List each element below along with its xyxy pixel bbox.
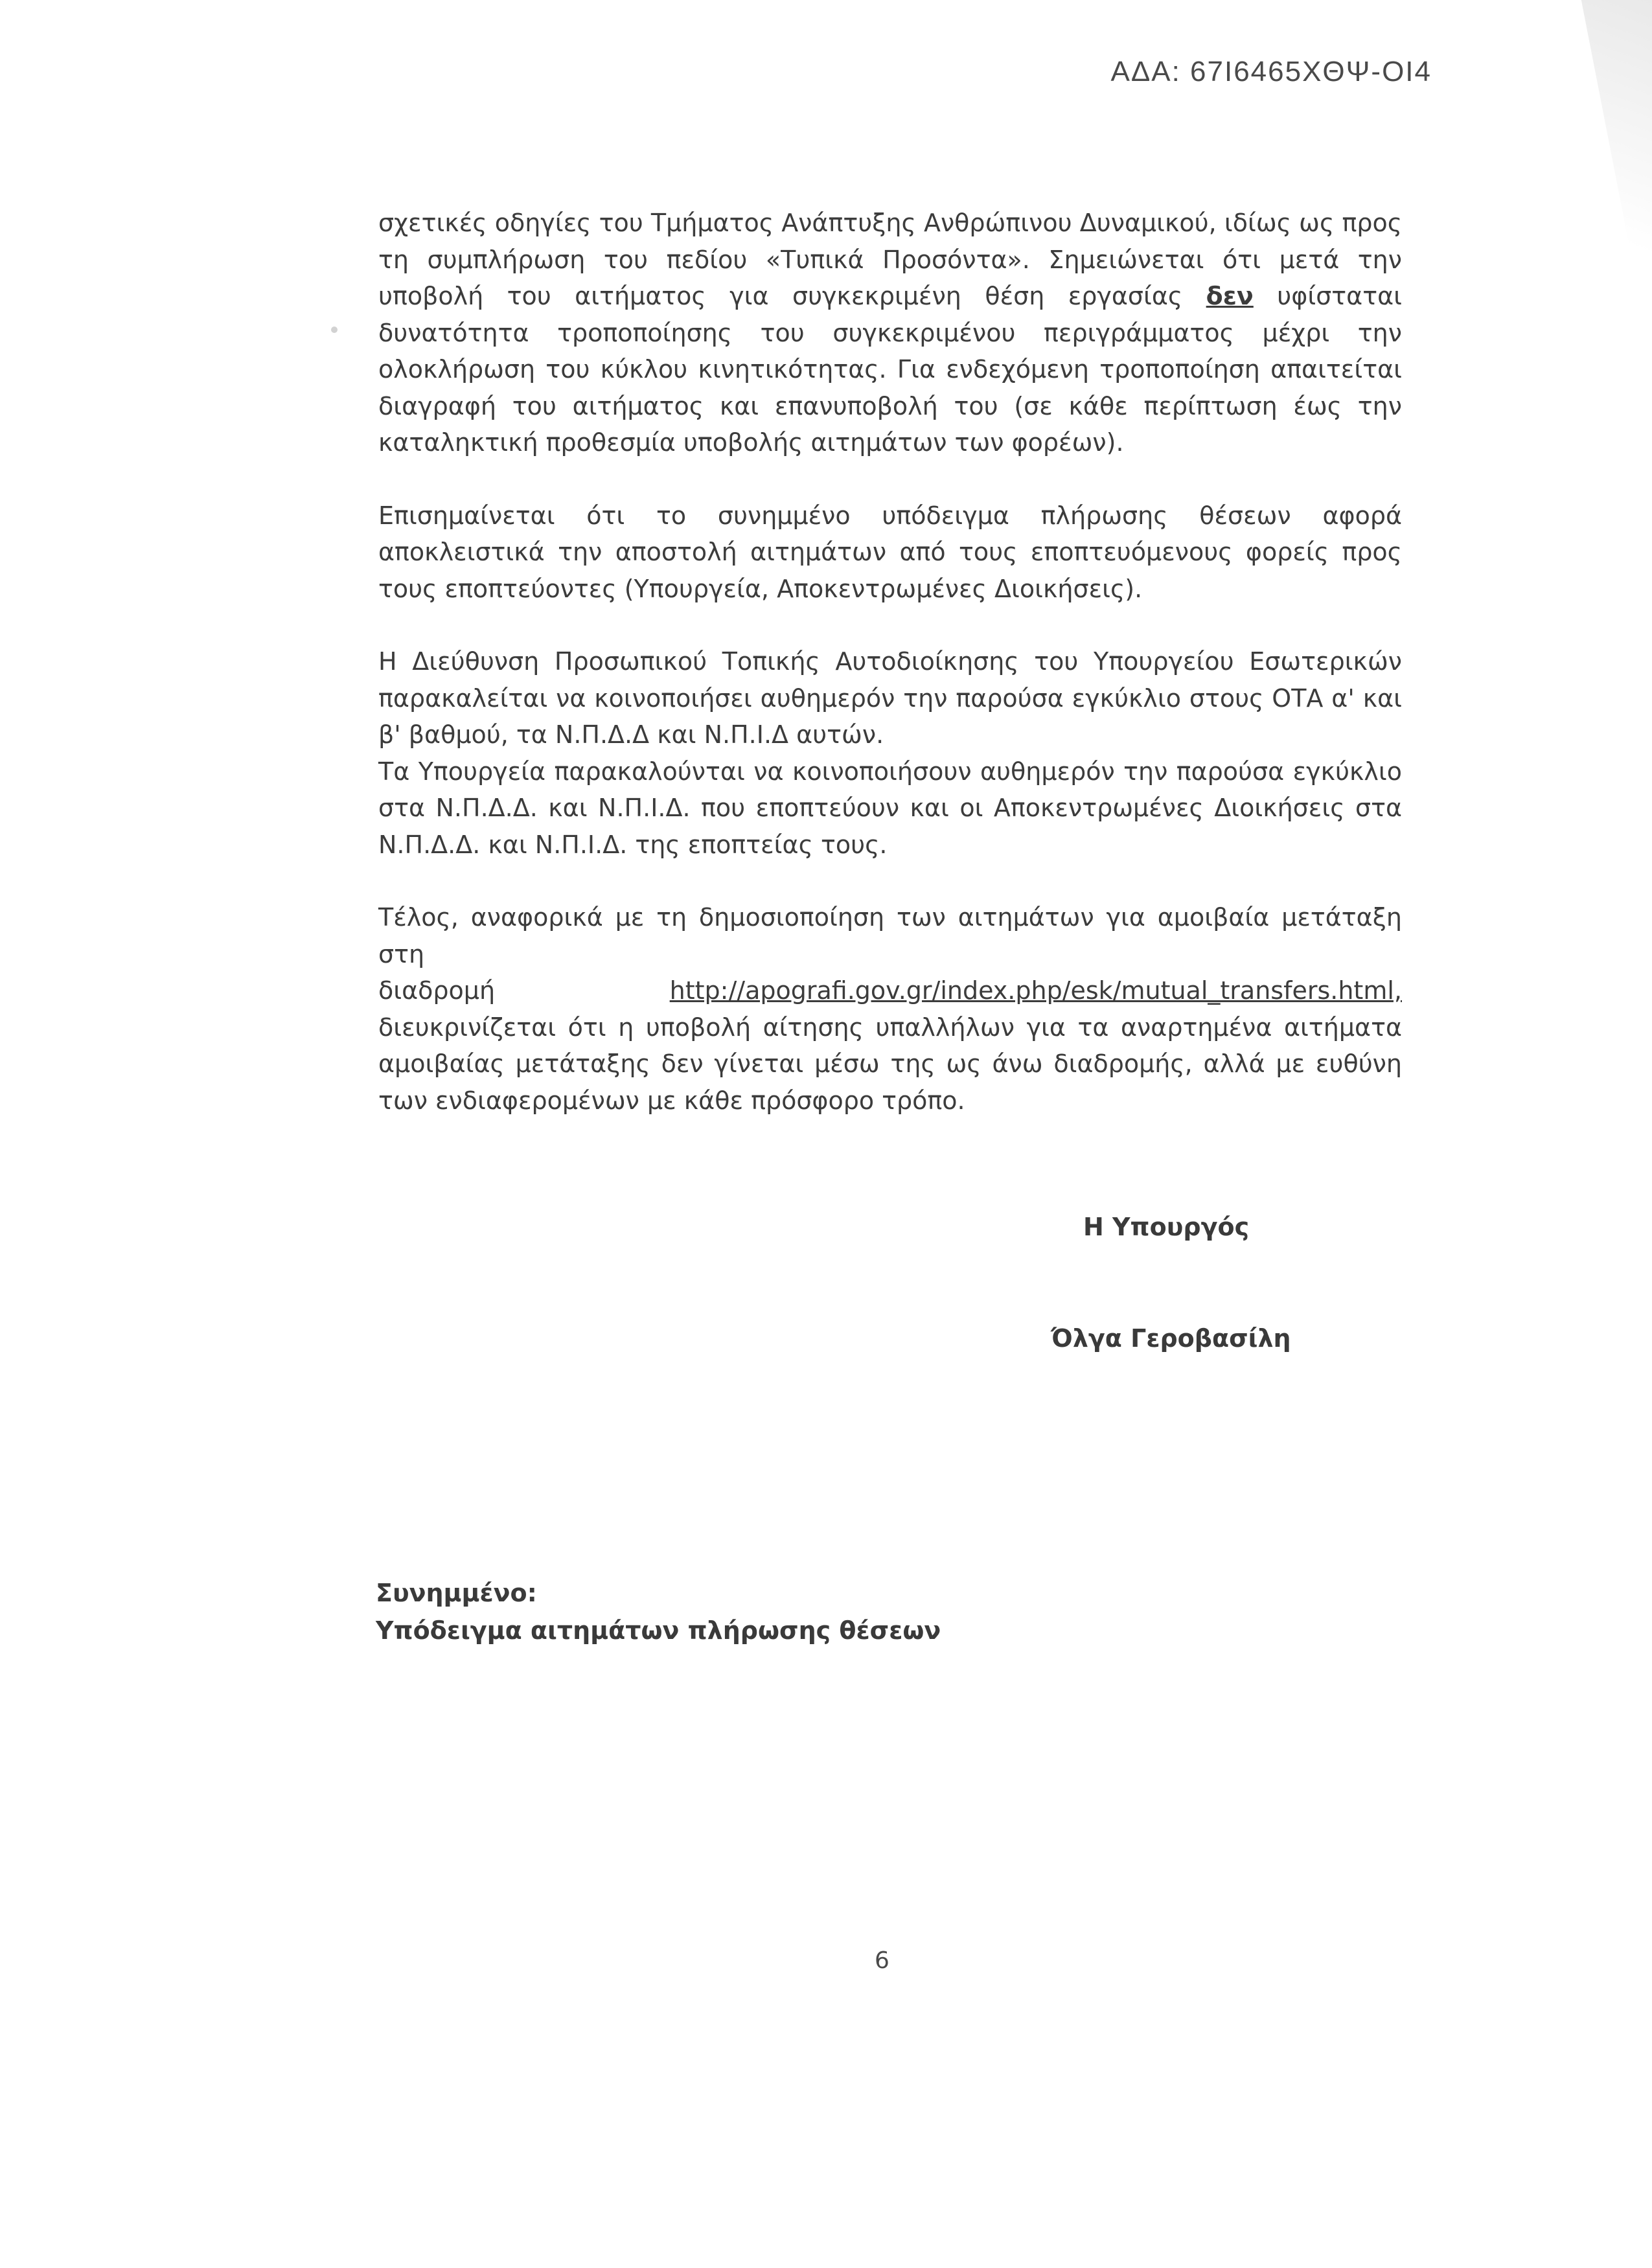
paragraph-instructions <box>378 205 1402 461</box>
mutual-transfers-link[interactable]: http://apografi.gov.gr/index.php/esk/mutual_transfers.html, <box>669 976 1402 1005</box>
attachment-item: Υπόδειγμα αιτημάτων πλήρωσης θέσεων <box>376 1616 941 1645</box>
attachment-block <box>376 1574 941 1649</box>
paragraph-template-note: Επισημαίνεται ότι το συνημμένο υπόδειγμα πλήρωσης θέσεων αφορά αποκλειστικά την αποστολή αιτημάτων από τους εποπτευόμενους φορείς προς τους εποπτεύοντες (Υπουργεία, Αποκεντρωμένες Διοικήσεις). <box>378 501 1402 603</box>
document-body <box>378 205 1402 1155</box>
ada-identifier: ΑΔΑ: 67Ι6465ΧΘΨ-ΟΙ4 <box>1110 56 1432 87</box>
paragraph-mutual-transfers <box>378 899 1402 1119</box>
scan-page-edge <box>1484 0 1652 363</box>
punch-mark <box>331 326 338 333</box>
signatory-name: Όλγα Γεροβασίλη <box>1051 1324 1291 1353</box>
paragraph-text: υφίσταται δυνατότητα τροποποίησης του συγκεκριμένου περιγράμματος μέχρι την ολοκλήρωση του κύκλου κινητικότητας. Για ενδεχόμενη τροποποίηση απαιτείται διαγραφή του αιτήματος και επανυποβολή του (σε κάθε περίπτωση έως την καταληκτική προθεσμία υποβολής αιτημάτων των φορέων). <box>378 282 1402 457</box>
paragraph-ministries: Τα Υπουργεία παρακαλούνται να κοινοποιήσουν αυθημερόν την παρούσα εγκύκλιο στα Ν.Π.Δ.Δ. και Ν.Π.Ι.Δ. που εποπτεύουν και οι Αποκεντρωμένες Διοικήσεις στα Ν.Π.Δ.Δ. και Ν.Π.Ι.Δ. της εποπτείας τους. <box>378 757 1402 859</box>
paragraph-text: διευκρινίζεται ότι η υποβολή αίτησης υπαλλήλων για τα αναρτημένα αιτήματα αμοιβαίας μετάταξης δεν γίνεται μέσω της ως άνω διαδρομής, αλλά με ευθύνη των ενδιαφερομένων με κάθε πρόσφορο τρόπο. <box>378 1013 1402 1115</box>
page-number: 6 <box>875 1947 889 1974</box>
attachment-label: Συνημμένο: <box>376 1579 537 1607</box>
route-label: διαδρομή <box>378 976 496 1005</box>
emphasis-text: δεν <box>1206 282 1254 310</box>
paragraph-directorate: Η Διεύθυνση Προσωπικού Τοπικής Αυτοδιοίκησης του Υπουργείου Εσωτερικών παρακαλείται να κοινοποιήσει αυθημερόν την παρούσα εγκύκλιο στους ΟΤΑ α' και β' βαθμού, τα Ν.Π.Δ.Δ και Ν.Π.Ι.Δ αυτών. <box>378 647 1402 749</box>
route-line <box>378 972 1402 1009</box>
paragraph-text: σχετικές οδηγίες του Τμήματος Ανάπτυξης Ανθρώπινου Δυναμικού, ιδίως ως προς τη συμπλήρωση του πεδίου «Τυπικά Προσόντα». Σημειώνεται ότι μετά την υποβολή του αιτήματος για συγκεκριμένη θέση εργασίας <box>378 209 1402 310</box>
paragraph-line: Τέλος, αναφορικά με τη δημοσιοποίηση των αιτημάτων για αμοιβαία μετάταξη στη <box>378 903 1402 968</box>
signatory-title: Η Υπουργός <box>1083 1213 1250 1241</box>
